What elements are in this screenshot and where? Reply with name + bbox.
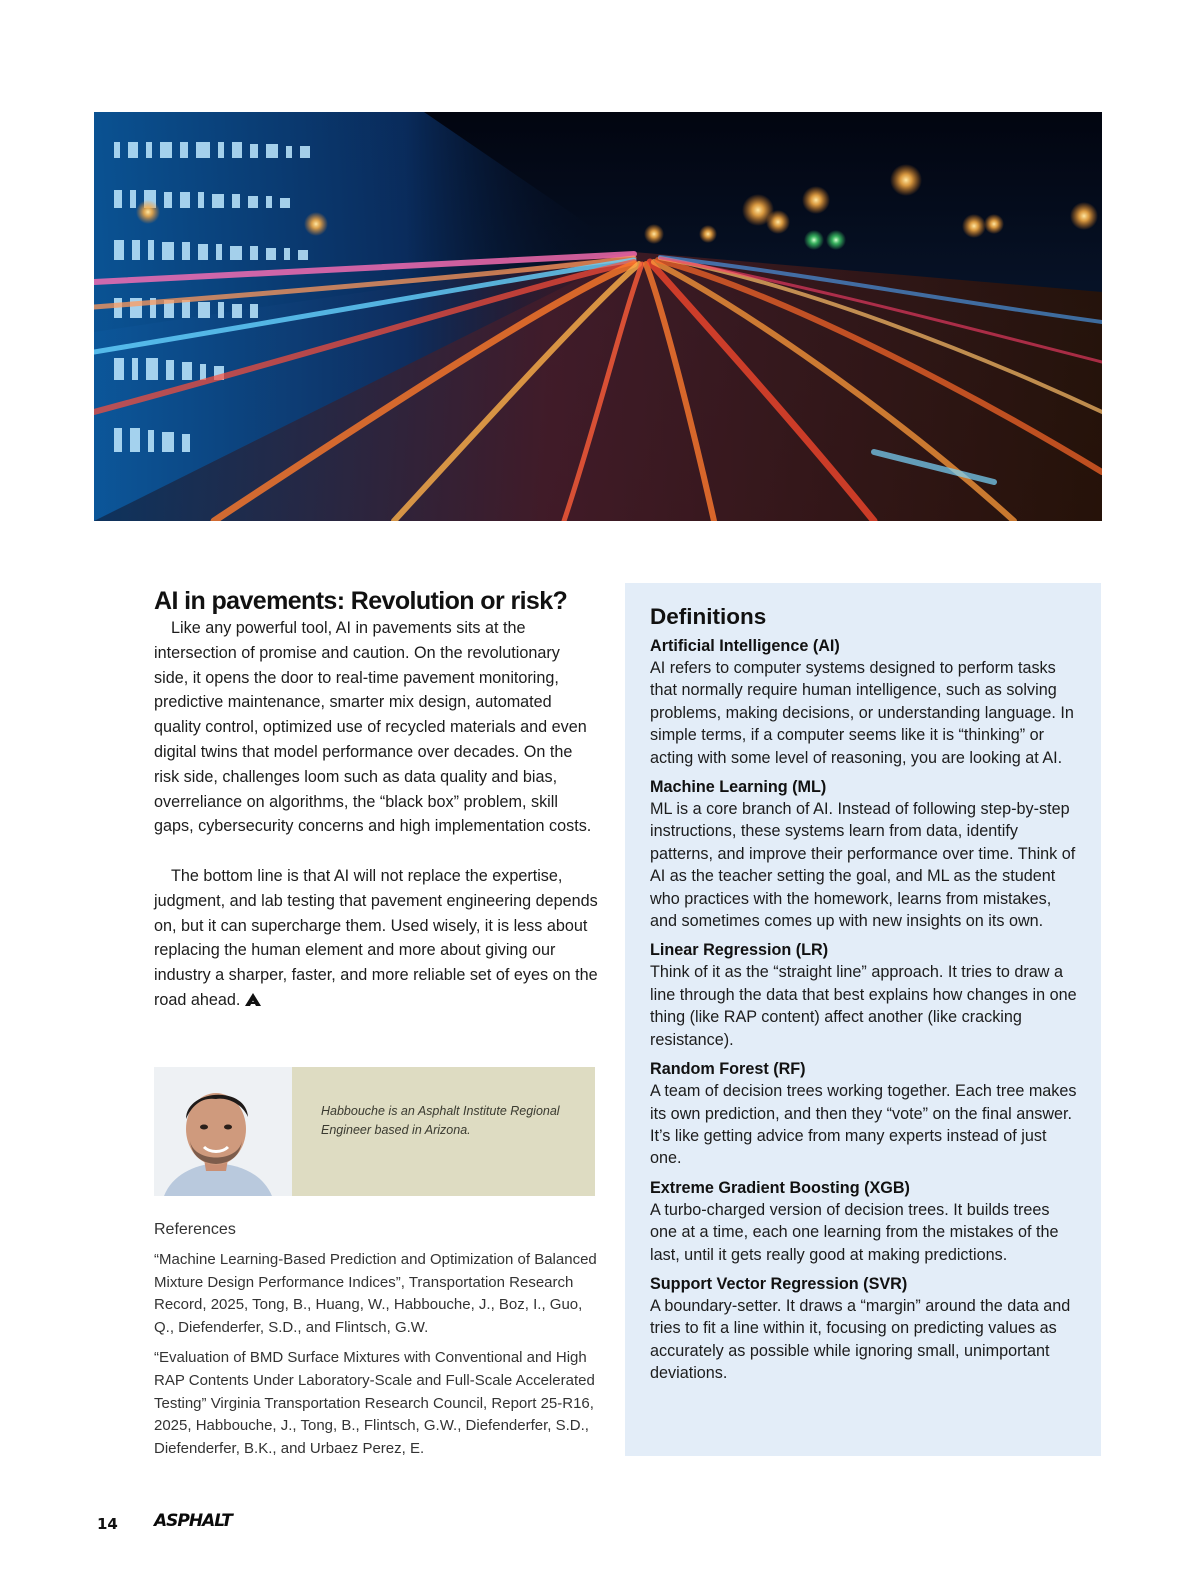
author-photo [154, 1067, 292, 1196]
article-paragraph-1: Like any powerful tool, AI in pavements sits at the intersection of promise and caution. On the revolutionary side, it opens the door to real-time pavement monitoring, predictive maintenance, smarter mix design, automated quality control, optimized use of recycled materials and even digital twins that model performance over decades. On the risk side, challenges loom such as data quality and bias, overreliance on algorithms, the “black box” problem, skill gaps, cybersecurity concerns and high implementation costs. [154, 619, 592, 836]
definition-text: ML is a core branch of AI. Instead of following step-by-step instructions, these systems learn from data, identify patterns, and improve their performance over time. Think of AI as the teacher setting the goal, and ML as the student who practices with the homework, learns from mistakes, and sometimes comes up with new insights on its own. [650, 800, 1076, 931]
definition-text: A turbo-charged version of decision trees. It builds trees one at a time, each one learning from the mistakes of the last, until it gets really good at making predictions. [650, 1200, 1059, 1264]
definition-term: Random Forest (RF) [650, 1060, 806, 1079]
definitions-title: Definitions [650, 604, 767, 629]
article-paragraph-2-text: The bottom line is that AI will not replace the expertise, judgment, and lab testing that pavement engineering depends on, but it can supercharge them. Used wisely, it is less about replacing the human element and more about giving our industry a sharper, faster, and more reliable set of eyes on the road ahead. [154, 866, 598, 1009]
definition-term: Artificial Intelligence (AI) [650, 637, 840, 655]
author-box [154, 1067, 595, 1196]
article-title: AI in pavements: Revolution or risk? [154, 587, 568, 615]
definitions-sidebar [625, 583, 1101, 1456]
author-bio: Habbouche is an Asphalt Institute Regional Engineer based in Arizona. [321, 1104, 560, 1137]
definition-text: Think of it as the “straight line” approach. It tries to draw a line through the data that best explains how changes in one thing (like RAP content) affect another (like cracking resistance). [650, 963, 1077, 1049]
page-number: 14 [97, 1515, 118, 1533]
reference-item: “Machine Learning-Based Prediction and Optimization of Balanced Mixture Design Performance Indices”, Transportation Research Record, 2025, Tong, B., Huang, W., Habbouche, J., Boz, I., Guo, Q., Diefenderfer, S.D., and Flintsch, G.W. [154, 1251, 597, 1336]
article-paragraph-2 [154, 864, 598, 1013]
references-heading: References [154, 1221, 236, 1238]
magazine-logo: ASPHALT [154, 1511, 232, 1531]
author-portrait-illustration [154, 1067, 292, 1196]
reference-item: “Evaluation of BMD Surface Mixtures with Conventional and High RAP Contents Under Laboratory-Scale and Full-Scale Accelerated Testing” Virginia Transportation Research Council, Report 25-R16, 2025, Habbouche, J., Tong, B., Flintsch, G.W., Diefenderfer, S.D., Diefenderfer, B.K., and Urbaez Perez, E. [154, 1349, 595, 1457]
definition-text: A boundary-setter. It draws a “margin” around the data and tries to fit a line within it, focusing on predicting values as accurately as possible while ignoring small, unimportant deviations. [650, 1296, 1071, 1383]
asphalt-end-mark-icon [245, 993, 261, 1006]
definition-term: Linear Regression (LR) [650, 941, 829, 960]
definition-term: Support Vector Regression (SVR) [650, 1274, 908, 1293]
article-column [154, 586, 598, 1013]
definition-text: AI refers to computer systems designed to perform tasks that normally require human intelligence, such as solving problems, making decisions, or understanding language. In simple terms, if a computer seems like it is “thinking” or acting with some level of reasoning, you are looking at AI. [650, 659, 1074, 767]
hero-image [94, 112, 1102, 521]
definition-term: Machine Learning (ML) [650, 778, 827, 797]
references [154, 1218, 600, 1468]
definition-term: Extreme Gradient Boosting (XGB) [650, 1178, 910, 1197]
digital-highway-illustration [94, 112, 1102, 521]
definition-text: A team of decision trees working together. Each tree makes its own prediction, and then they “vote” on the final answer. It’s like getting advice from many experts instead of just one. [650, 1082, 1077, 1168]
